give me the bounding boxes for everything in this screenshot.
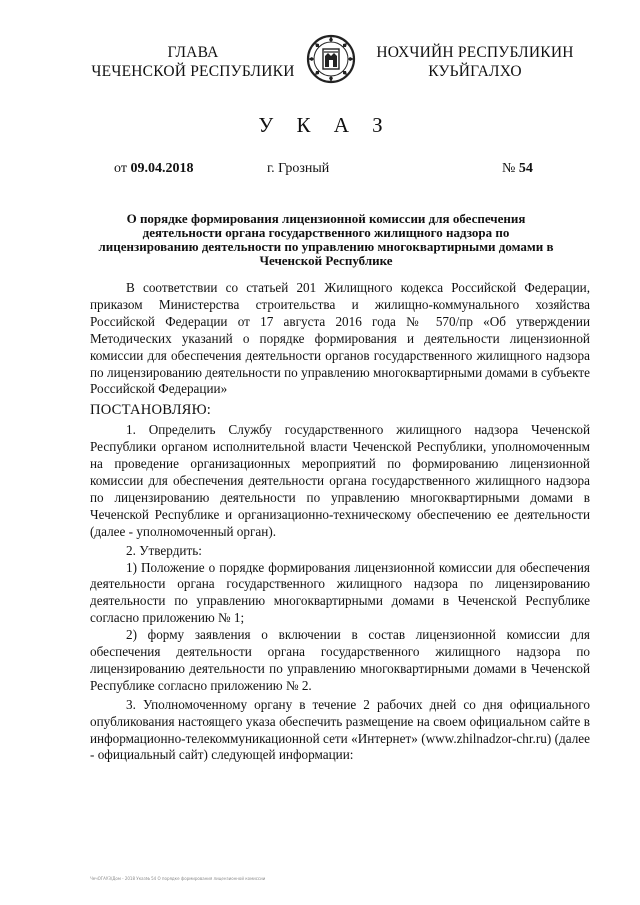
issuer-line-2-ce: КУЬЙГАЛХО bbox=[428, 63, 522, 80]
file-footer: ЧечОГАУЗ/Дом - 2018 Указ№ 54 О порядке формирования лицензионной комиссии bbox=[90, 876, 266, 881]
decree-body bbox=[90, 280, 590, 764]
decree-word: ПОСТАНОВЛЯЮ: bbox=[90, 402, 212, 419]
number-value: 54 bbox=[518, 161, 533, 176]
number-prefix: № bbox=[502, 161, 519, 176]
coat-of-arms-icon bbox=[306, 32, 356, 86]
date-value: 09.04.2018 bbox=[130, 161, 194, 176]
clause-2: 2. Утвердить: bbox=[126, 542, 202, 558]
clause-2-2: 2) форму заявления о включении в состав лицензионной комиссии для обеспечения деятельности органа государственного жилищного надзора по лицензированию деятельности по управлению многоквартирными домами в Чеченской Республике согласно приложению № 2. bbox=[90, 627, 590, 693]
clause-3: 3. Уполномоченному органу в течение 2 рабочих дней со дня официального опубликования настоящего указа обеспечить размещение на своем официальном сайте в информационно-телекоммуникационной сети «Интернет» (www.zhilnadzor-chr.ru) (далее - официальный сайт) следующей информации: bbox=[90, 696, 590, 763]
decree-number bbox=[502, 161, 533, 177]
date-prefix: от bbox=[114, 161, 131, 176]
decree-date bbox=[114, 161, 193, 177]
issuer-title-chechen bbox=[362, 43, 588, 81]
clause-2-1: 1) Положение о порядке формирования лицензионной комиссии для обеспечения деятельности органа государственного жилищного надзора по лицензированию деятельности по управлению многоквартирными домами в Чеченской Республике согласно приложению № 1; bbox=[90, 559, 590, 626]
issuer-line-2: ЧЕЧЕНСКОЙ РЕСПУБЛИКИ bbox=[91, 63, 295, 80]
issuer-title-russian bbox=[88, 43, 298, 81]
decree-heading: О порядке формирования лицензионной комиссии для обеспечения деятельности органа государственного жилищного надзора по лицензированию деятельности по управлению многоквартирными домами в Чеченской Республике bbox=[98, 211, 554, 268]
issuer-line-1: ГЛАВА bbox=[167, 44, 219, 61]
decree-place: г. Грозный bbox=[267, 161, 330, 176]
issuer-line-1-ce: НОХЧИЙН РЕСПУБЛИКИН bbox=[376, 44, 574, 61]
clause-1: 1. Определить Службу государственного жилищного надзора Чеченской Республики органом исполнительной власти Чеченской Республики, уполномоченным на проведение организационных мероприятий по формированию лицензионной комиссии для обеспечения деятельности органа государственного жилищного надзора по лицензированию деятельности по управлению многоквартирными домами в Чеченской Республике и организационно-техническому обеспечению ее деятельности (далее - уполномоченный орган). bbox=[90, 422, 590, 539]
document-title: У К А З bbox=[258, 113, 392, 137]
preamble-paragraph: В соответствии со статьей 201 Жилищного кодекса Российской Федерации, приказом Министерства строительства и жилищно-коммунального хозяйства Российской Федерации от 17 августа 2016 года № 570/пр «Об утверждении Методических указаний о порядке формирования и деятельности лицензионной комиссии для обеспечения деятельности органов государственного жилищного надзора по лицензированию деятельности по управлению многоквартирными домами в субъекте Российской Федерации» bbox=[90, 280, 590, 397]
